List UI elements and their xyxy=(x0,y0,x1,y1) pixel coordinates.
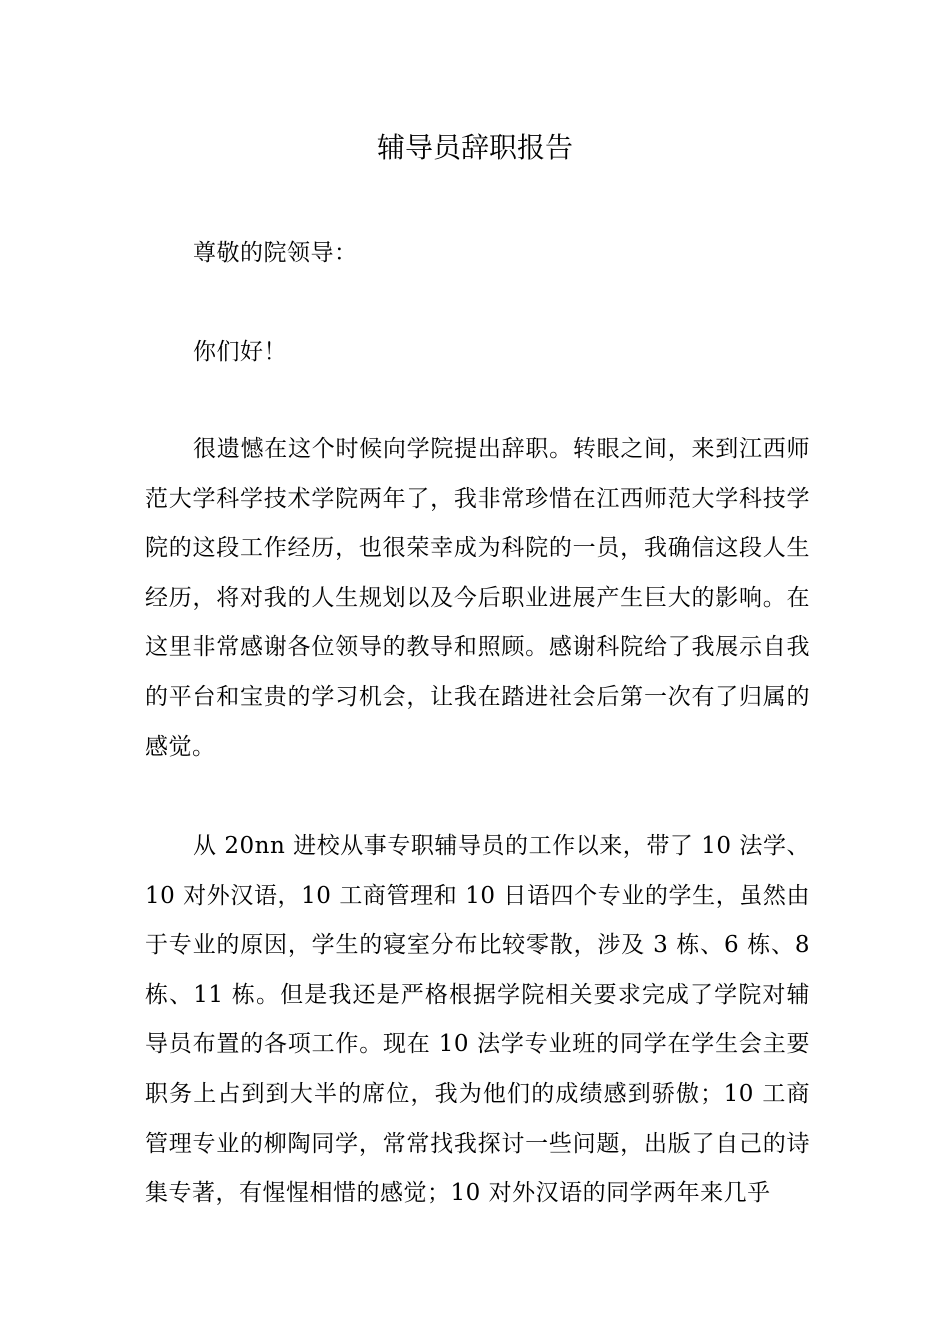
body-paragraph: 很遗憾在这个时候向学院提出辞职。转眼之间，来到江西师范大学科学技术学院两年了，我非常珍惜在江西师范大学科技学院的这段工作经历，也很荣幸成为科院的一员，我确信这段人生经历，将对我的人生规划以及今后职业进展产生巨大的影响。在这里非常感谢各位领导的教导和照顾。感谢科院给了我展示自我的平台和宝贵的学习机会，让我在踏进社会后第一次有了归属的感觉。 xyxy=(145,436,810,760)
document-title: 辅导员辞职报告 xyxy=(376,131,573,164)
greeting: 你们好！ xyxy=(193,339,287,365)
body-paragraph: 从 20nn 进校从事专职辅导员的工作以来，带了 10 法学、10 对外汉语，10 工商管理和 10 日语四个专业的学生，虽然由于专业的原因，学生的寝室分布比较零散，涉及 3 栋、6 栋、8 栋、11 栋。但是我还是严格根据学院相关要求完成了学院对辅导员布置的各项工作。现在 10 法学专业班的同学在学生会主要职务上占到到大半的席位，我为他们的成绩感到骄傲；10 工商管理专业的柳陶同学，常常找我探讨一些问题，出版了自己的诗集专著，有惺惺相惜的感觉；10 对外汉语的同学两年来几乎 xyxy=(145,833,810,1207)
salutation: 尊敬的院领导： xyxy=(193,240,358,266)
